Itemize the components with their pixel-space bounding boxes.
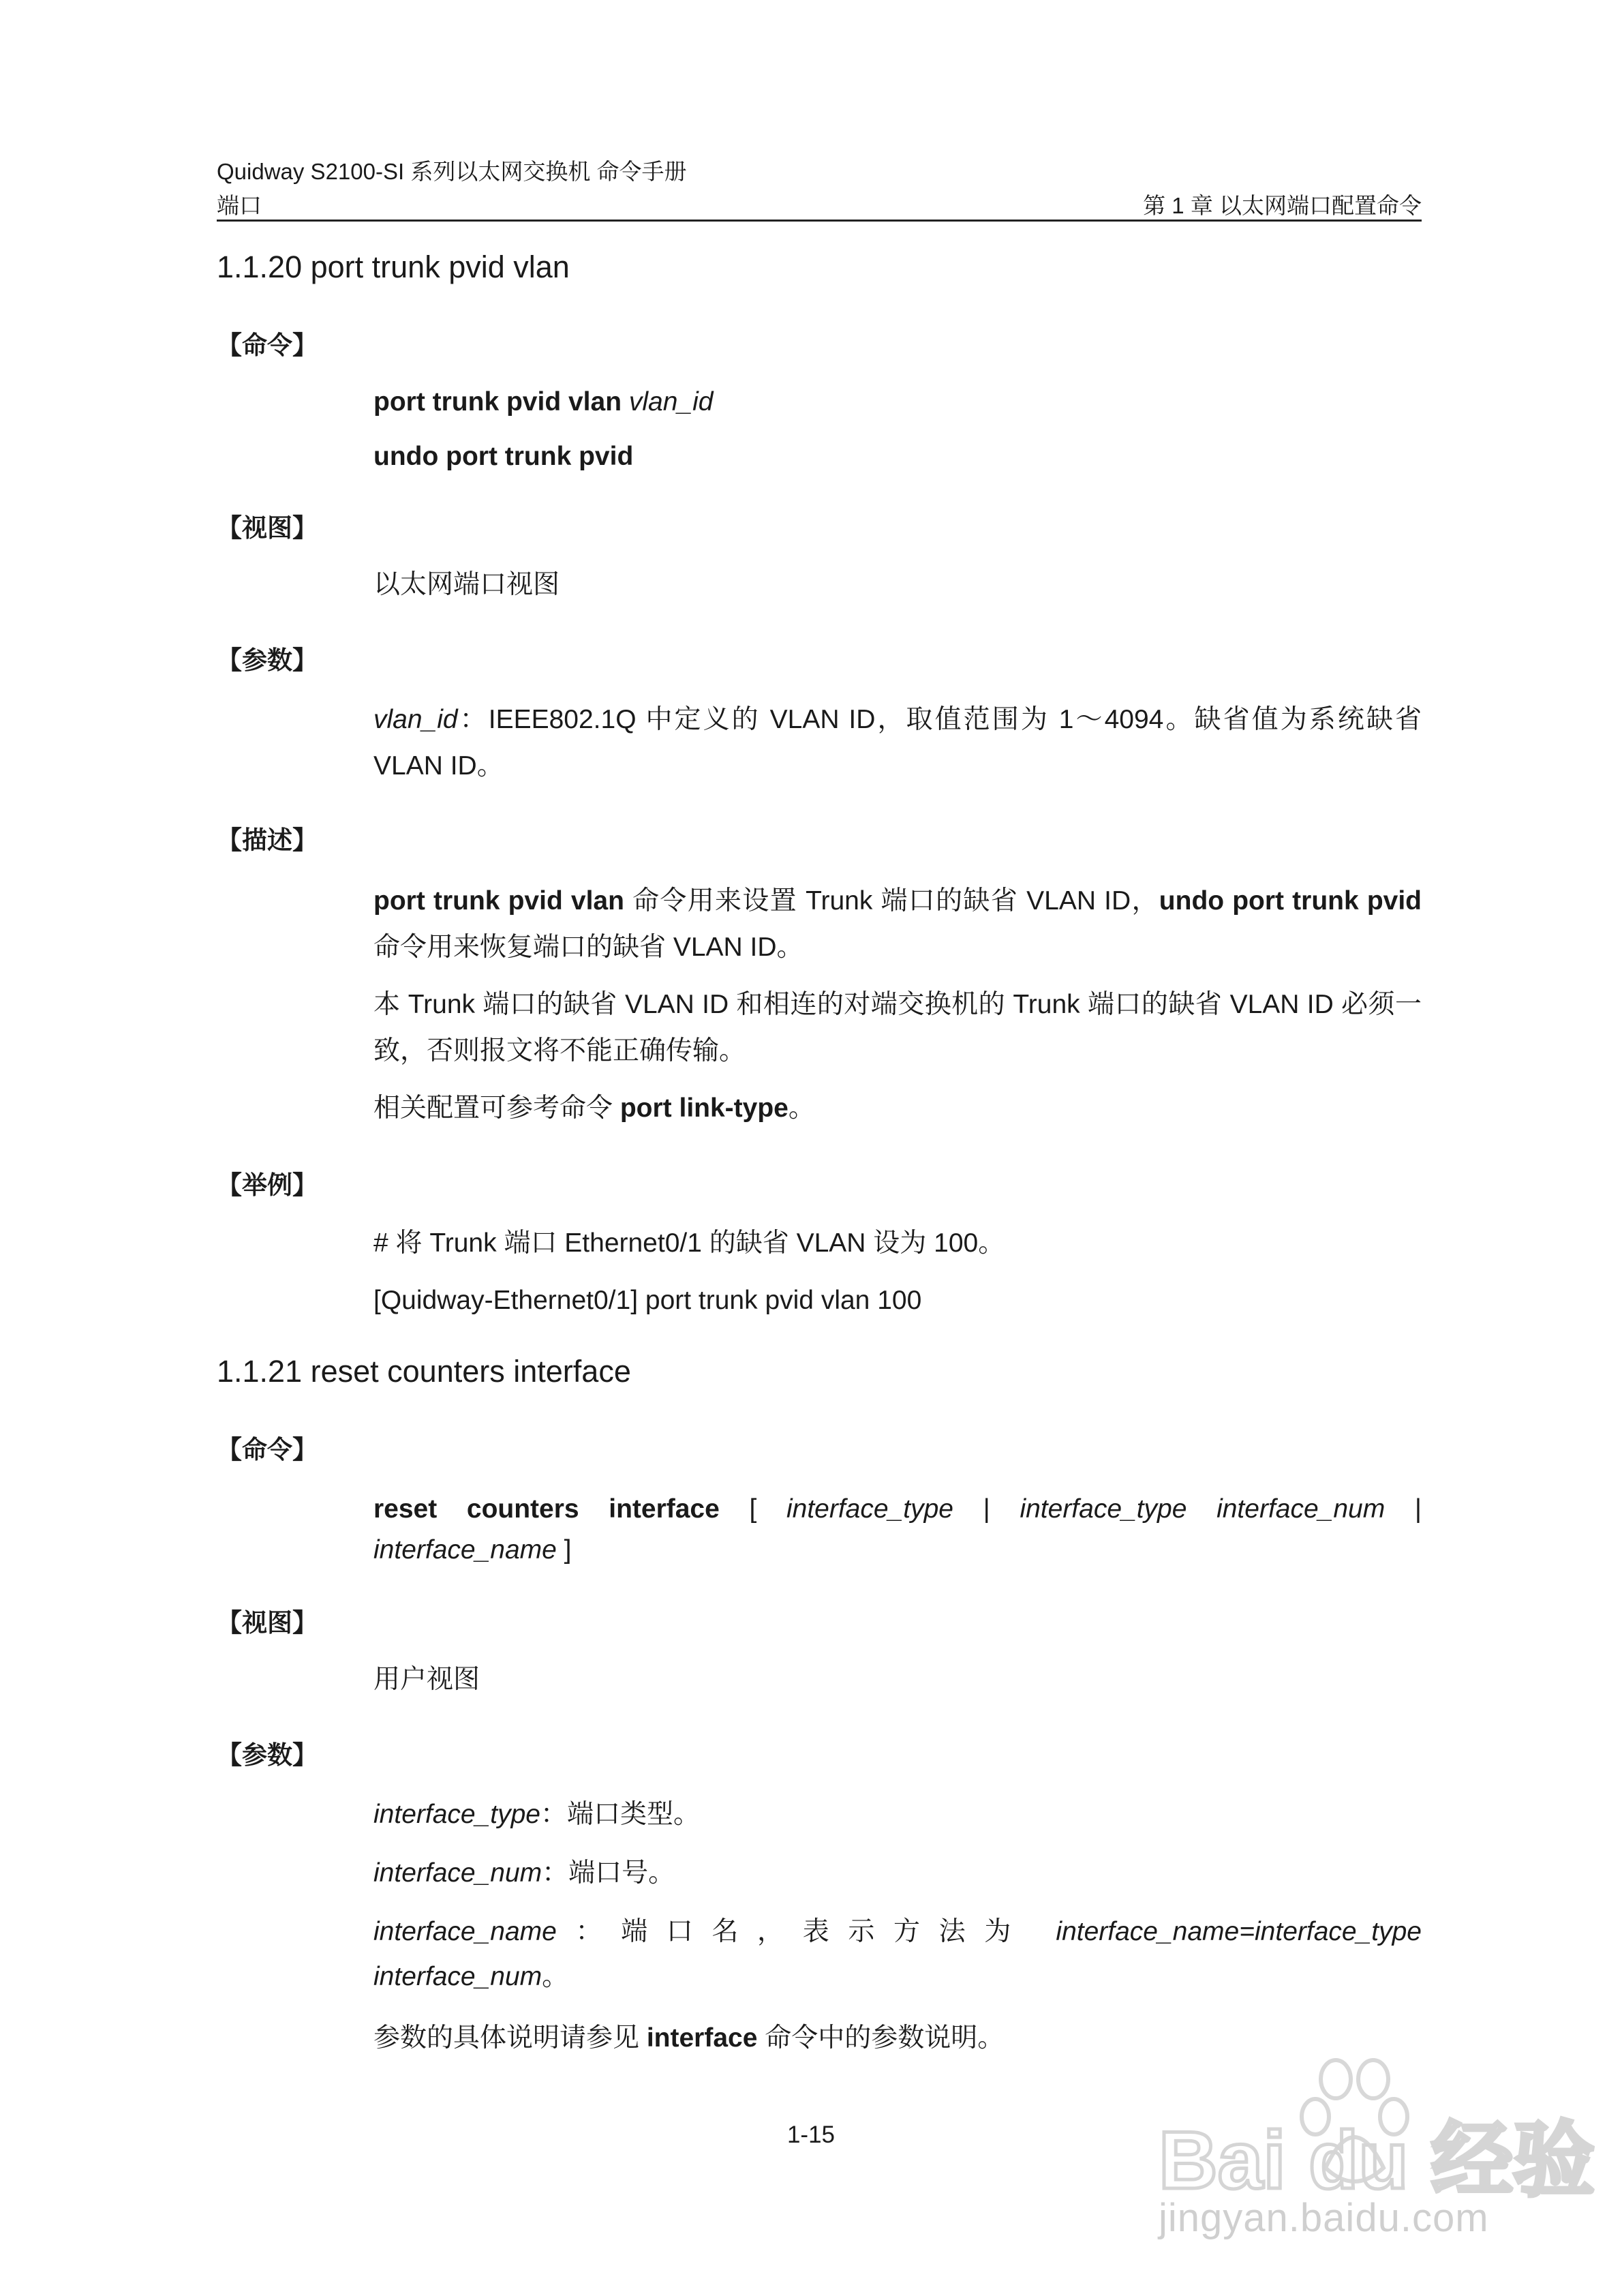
section-heading-port-trunk-pvid-vlan: 1.1.20 port trunk pvid vlan	[217, 250, 570, 284]
section-heading-reset-counters-interface: 1.1.21 reset counters interface	[217, 1354, 631, 1389]
header-rule	[217, 220, 1422, 222]
label-command: 【命令】	[217, 1436, 318, 1464]
view-text: 以太网端口视图	[373, 570, 560, 599]
header-title: Quidway S2100-SI 系列以太网交换机 命令手册	[217, 159, 687, 184]
label-view: 【视图】	[217, 1609, 318, 1637]
command-arg: vlan_id	[628, 387, 714, 417]
command-syntax	[373, 379, 1422, 425]
description-para-3: 相关配置可参考命令 port link-type。	[373, 1093, 815, 1123]
label-view: 【视图】	[217, 514, 318, 542]
reset-command-syntax-line-2: interface_name ]	[373, 1535, 572, 1565]
watermark-url: jingyan.baidu.com	[1159, 2196, 1489, 2240]
label-description: 【描述】	[217, 826, 318, 854]
label-command: 【命令】	[217, 331, 318, 359]
page-number: 1-15	[786, 2121, 836, 2148]
param-interface-type: interface_type：端口类型。	[373, 1800, 701, 1829]
ref-command: port link-type	[619, 1093, 789, 1123]
param-vlan-id	[373, 697, 1422, 789]
command-keyword: port trunk pvid vlan	[373, 387, 622, 417]
description-para-2: 本 Trunk 端口的缺省 VLAN ID 和相连的对端交换机的 Trunk 端口的缺省 VLAN ID 必须一致，否则报文将不能正确传输。	[373, 990, 1422, 1066]
param-reference-note: 参数的具体说明请参见 interface 命令中的参数说明。	[373, 2023, 1005, 2053]
description-para-1: port trunk pvid vlan 命令用来设置 Trunk 端口的缺省 VLAN ID，undo port trunk pvid 命令用来恢复端口的缺省 VLAN ID。	[373, 886, 1422, 962]
label-params: 【参数】	[217, 646, 318, 674]
param-interface-name-line-2: interface_num。	[373, 1962, 569, 1991]
label-example: 【举例】	[217, 1171, 318, 1199]
param-interface-name-line-1: interface_name：端口名，表示方法为 interface_name=interface_type	[373, 1917, 1422, 1946]
example-comment: # 将 Trunk 端口 Ethernet0/1 的缺省 VLAN 设为 100。	[373, 1228, 1005, 1258]
undo-command-keyword: undo port trunk pvid	[373, 442, 634, 471]
param-interface-num: interface_num：端口号。	[373, 1858, 675, 1888]
watermark-logo-text: Bai du 经验	[1159, 2115, 1595, 2206]
param-name: vlan_id	[373, 705, 458, 734]
undo-command-syntax	[373, 434, 1422, 480]
header-chapter: 第 1 章 以太网端口配置命令	[1143, 193, 1422, 218]
reset-command-syntax-line-1: reset counters interface [ interface_type | interface_type interface_num |	[373, 1494, 1422, 1524]
example-command: [Quidway-Ethernet0/1] port trunk pvid vlan 100	[373, 1286, 922, 1315]
header-section: 端口	[217, 193, 262, 218]
label-params: 【参数】	[217, 1741, 318, 1769]
view-text: 用户视图	[373, 1665, 480, 1694]
param-desc: ：IEEE802.1Q 中定义的 VLAN ID，取值范围为 1～4094。缺省值为系统缺省 VLAN ID。	[373, 705, 1422, 781]
